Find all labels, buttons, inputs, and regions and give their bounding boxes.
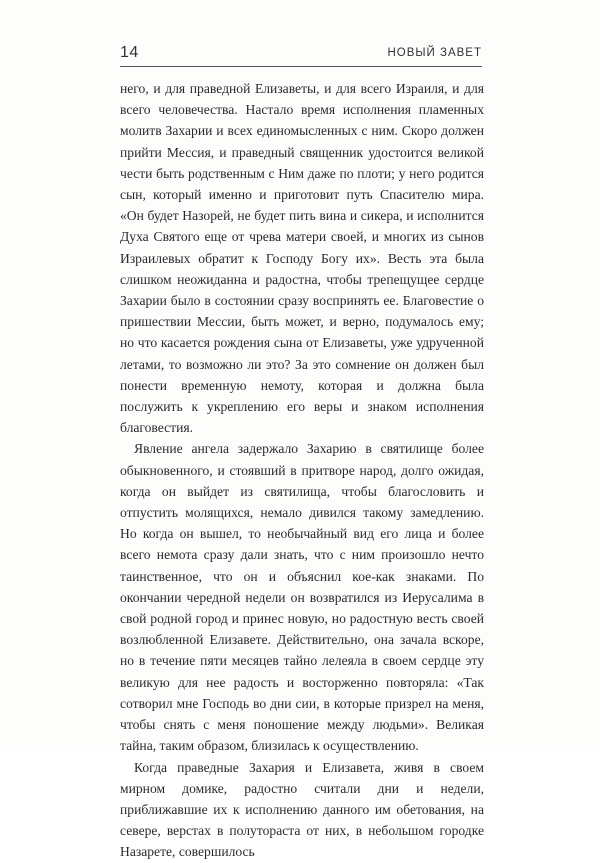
- paragraph: Когда праведные Захария и Елизавета, живя в своем мирном домике, радостно считали дни и недели, приближавшие их к исполнению данного им обетования, на севере, верстах в полутораста от них, в небольшом городке Назарете, совершилось: [120, 759, 484, 860]
- running-title: НОВЫЙ ЗАВЕТ: [387, 47, 482, 59]
- paragraph: Явление ангела задержало Захарию в святилище более обыкновенного, и стоявший в притворе народ, долго ожидая, когда он выйдет из святилища, чтобы благословить и отпустить молящихся, немало дивился такому замедлению. Но когда он вышел, то необычайный вид его лица и более всего немота сразу дали знать, что с ним произошло нечто таинственное, что он и объяснил кое-как знаками. По окончании чередной недели он возвратился из Иерусалима в свой родной город и принес новую, но радостную весть своей возлюбленной Елизавете. Действительно, она зачала вскоре, но в течение пяти месяцев тайно лелеяла в своем сердце эту великую для нее радость и восторженно повторяла: «Так сотворил мне Господь во дни сии, в которые призрел на меня, чтобы снять с меня поношение между людьми». Великая тайна, таким образом, близилась к осуществлению.: [120, 441, 484, 754]
- page-header: [120, 44, 482, 67]
- paragraph: него, и для праведной Елизаветы, и для всего Израиля, и для всего человечества. Настало время исполнения пламенных молитв Захарии и всех единомысленных с ним. Скоро должен прийти Мессия, и праведный священник удостоится великой чести быть родственным с Ним даже по плоти; у него родится сын, который именно и приготовит путь Спасителю мира. «Он будет Назорей, не будет пить вина и сикера, и исполнится Духа Святого еще от чрева матери своей, и многих из сынов Израилевых обратит к Господу Богу их». Весть эта была слишком неожиданна и радостна, чтобы трепещущее сердце Захарии было в состоянии сразу воспринять ее. Благовестие о пришествии Мессии, быть может, и верно, подумалось ему; но что касается рождения сына от Елизаветы, уже удрученной летами, то возможно ли это? За это сомнение он должен был понести временную немоту, которая и должна была послужить к укреплению его веры и знаком исполнения благовестия.: [120, 81, 484, 436]
- page-number: 14: [120, 44, 139, 61]
- body-text: [120, 78, 484, 863]
